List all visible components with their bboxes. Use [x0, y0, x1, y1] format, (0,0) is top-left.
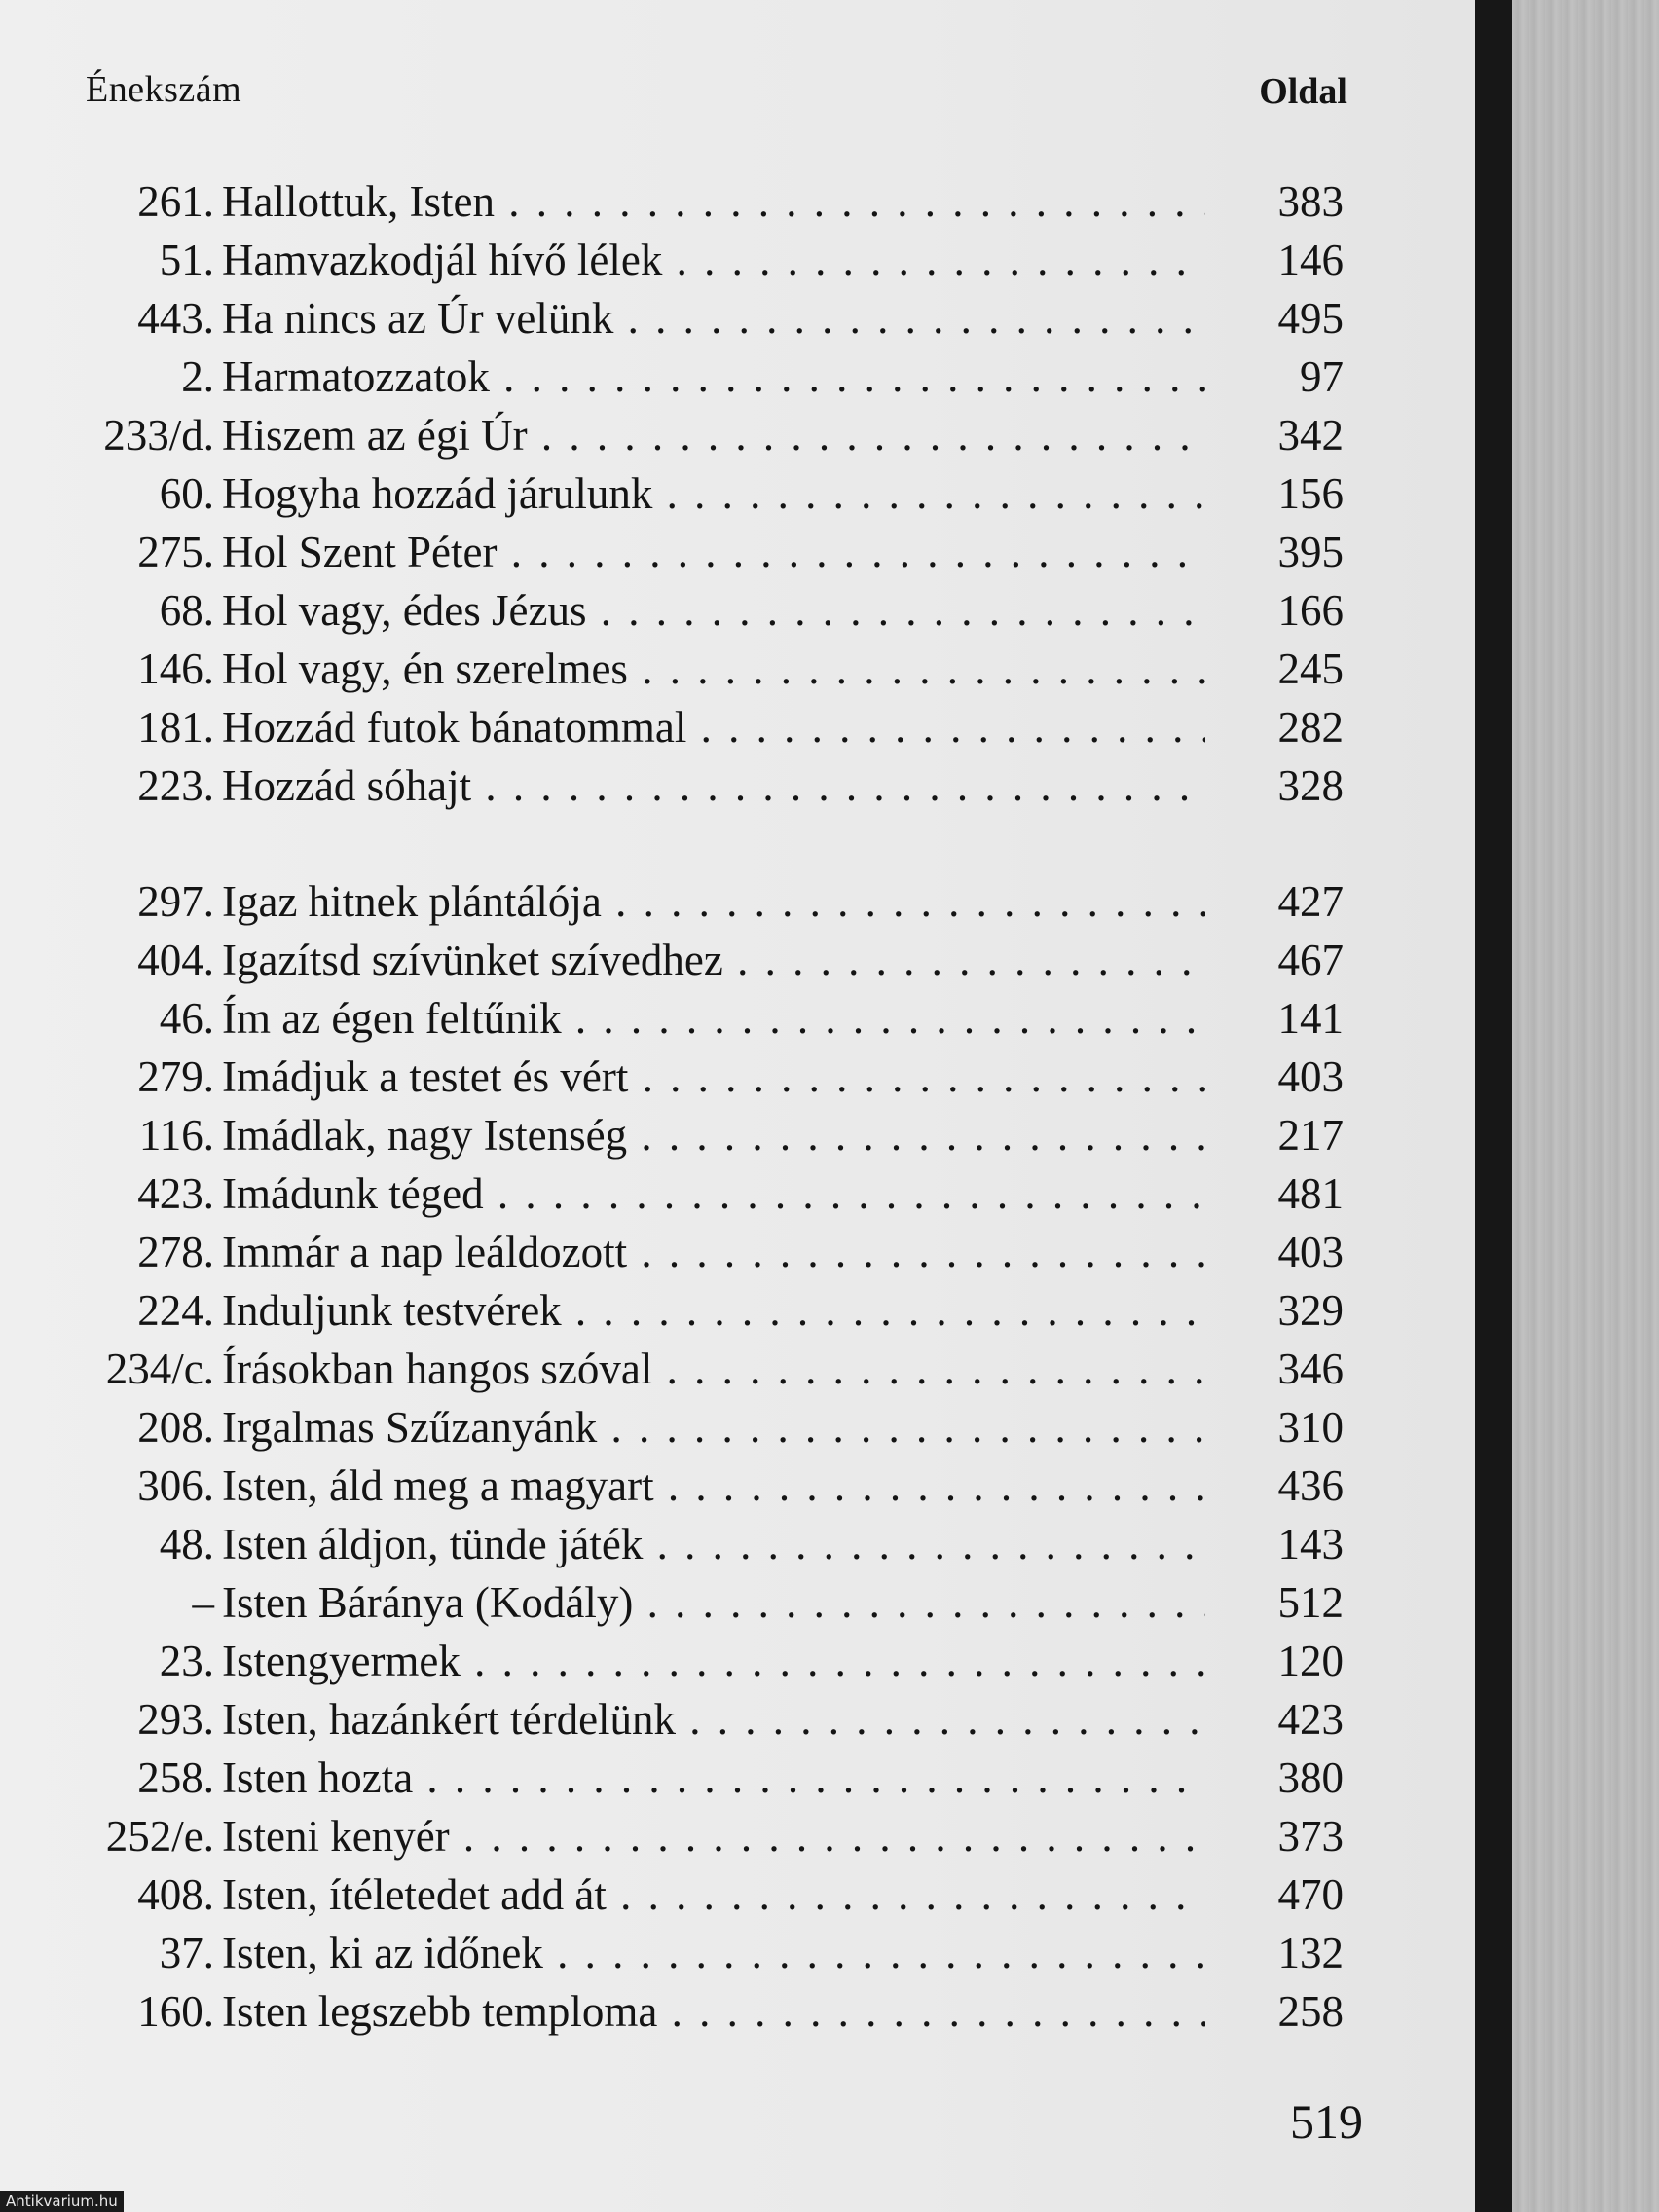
index-entry	[0, 581, 1475, 640]
entry-page: 141	[1277, 994, 1344, 1043]
index-entry	[0, 348, 1475, 406]
entry-title: Isteni kenyér . . .	[222, 1807, 1205, 1865]
index-entry	[0, 406, 1475, 464]
entry-title: Hol vagy, édes Jézus . . .	[222, 581, 1205, 640]
entry-number: 297.	[137, 877, 214, 926]
entry-title: Imádunk téged . . .	[222, 1164, 1205, 1223]
entry-title: Irgalmas Szűzanyánk . . .	[222, 1398, 1205, 1456]
entry-title: Imádlak, nagy Istenség . . .	[222, 1106, 1205, 1164]
entry-page: 470	[1277, 1870, 1344, 1919]
entry-number: 208.	[137, 1403, 214, 1452]
entry-title: Hallottuk, Isten . . .	[222, 172, 1205, 231]
index-entry	[0, 1924, 1475, 1982]
entry-page: 436	[1277, 1461, 1344, 1510]
entry-page: 512	[1277, 1578, 1344, 1627]
entry-page: 342	[1277, 411, 1344, 460]
entry-title: Ím az égen feltűnik . . .	[222, 989, 1205, 1048]
index-entry	[0, 1456, 1475, 1515]
entry-page: 423	[1277, 1695, 1344, 1744]
entry-page: 427	[1277, 877, 1344, 926]
entry-page: 156	[1277, 469, 1344, 518]
index-entry	[0, 931, 1475, 989]
entry-number: 181.	[137, 703, 214, 752]
entry-page: 403	[1277, 1052, 1344, 1101]
background-surface	[1512, 0, 1659, 2212]
column-header-page: Oldal	[1259, 71, 1347, 112]
entry-title: Hol Szent Péter . . .	[222, 523, 1205, 581]
entry-title: Isten Báránya (Kodály) . . .	[222, 1573, 1205, 1632]
index-entry	[0, 1398, 1475, 1456]
index-entry	[0, 1281, 1475, 1340]
entry-page: 328	[1277, 761, 1344, 810]
entry-number: 258.	[137, 1753, 214, 1802]
entry-number: 423.	[137, 1169, 214, 1218]
index-entry	[0, 1632, 1475, 1690]
entry-page: 245	[1277, 645, 1344, 693]
entry-page: 495	[1277, 294, 1344, 343]
index-entry	[0, 1106, 1475, 1164]
entry-title: Igaz hitnek plántálója . . .	[222, 872, 1205, 931]
index-entry	[0, 640, 1475, 698]
entry-page: 346	[1277, 1345, 1344, 1393]
entry-number: 223.	[137, 761, 214, 810]
entry-page: 467	[1277, 936, 1344, 984]
index-entry	[0, 756, 1475, 872]
index-list	[0, 172, 1475, 2041]
entry-number: 68.	[159, 586, 214, 635]
index-entry	[0, 1048, 1475, 1106]
index-entry	[0, 1982, 1475, 2041]
entry-page: 383	[1277, 177, 1344, 226]
entry-title: Hiszem az égi Úr . . .	[222, 406, 1205, 464]
index-entry	[0, 523, 1475, 581]
entry-title: Isten, áld meg a magyart . . .	[222, 1456, 1205, 1515]
entry-title: Hozzád futok bánatommal . . .	[222, 698, 1205, 756]
index-entry	[0, 1515, 1475, 1573]
index-entry	[0, 1749, 1475, 1807]
entry-number: 46.	[159, 994, 214, 1043]
entry-title: Igazítsd szívünket szívedhez . . .	[222, 931, 1205, 989]
entry-number: –	[192, 1578, 214, 1627]
entry-title: Hozzád sóhajt . . .	[222, 756, 1205, 815]
index-entry	[0, 1223, 1475, 1281]
entry-page: 217	[1277, 1111, 1344, 1160]
entry-title: Ha nincs az Úr velünk . . .	[222, 289, 1205, 348]
entry-number: 23.	[159, 1637, 214, 1685]
entry-title: Immár a nap leáldozott . . .	[222, 1223, 1205, 1281]
entry-title: Harmatozzatok . . .	[222, 348, 1205, 406]
index-entry	[0, 872, 1475, 931]
entry-number: 51.	[159, 236, 214, 284]
entry-title: Hamvazkodjál hívő lélek . . .	[222, 231, 1205, 289]
entry-number: 116.	[138, 1111, 214, 1160]
entry-title: Isten hozta . . .	[222, 1749, 1205, 1807]
entry-number: 279.	[137, 1052, 214, 1101]
index-entry	[0, 698, 1475, 756]
entry-page: 329	[1277, 1286, 1344, 1335]
entry-page: 120	[1277, 1637, 1344, 1685]
entry-number: 404.	[137, 936, 214, 984]
entry-page: 97	[1300, 352, 1344, 401]
entry-title: Isten legszebb temploma . . .	[222, 1982, 1205, 2041]
entry-title: Hogyha hozzád járulunk . . .	[222, 464, 1205, 523]
entry-page: 258	[1277, 1987, 1344, 2036]
index-entry	[0, 1865, 1475, 1924]
entry-number: 48.	[159, 1520, 214, 1568]
entry-title: Hol vagy, én szerelmes . . .	[222, 640, 1205, 698]
entry-number: 443.	[137, 294, 214, 343]
entry-page: 380	[1277, 1753, 1344, 1802]
entry-page: 282	[1277, 703, 1344, 752]
entry-title: Isten, ki az időnek . . .	[222, 1924, 1205, 1982]
entry-title: Induljunk testvérek . . .	[222, 1281, 1205, 1340]
page-number: 519	[1290, 2094, 1363, 2149]
index-entry	[0, 231, 1475, 289]
entry-page: 143	[1277, 1520, 1344, 1568]
entry-title: Isten, hazánkért térdelünk . . .	[222, 1690, 1205, 1749]
entry-number: 234/c.	[105, 1345, 214, 1393]
entry-page: 403	[1277, 1228, 1344, 1276]
index-entry	[0, 1340, 1475, 1398]
index-entry	[0, 989, 1475, 1048]
entry-number: 37.	[159, 1929, 214, 1977]
index-entry	[0, 1573, 1475, 1632]
entry-number: 293.	[137, 1695, 214, 1744]
entry-number: 278.	[137, 1228, 214, 1276]
entry-title: Írásokban hangos szóval . . .	[222, 1340, 1205, 1398]
index-entry	[0, 464, 1475, 523]
entry-page: 146	[1277, 236, 1344, 284]
entry-number: 261.	[137, 177, 214, 226]
entry-title: Isten áldjon, tünde játék . . .	[222, 1515, 1205, 1573]
entry-title: Istengyermek . . .	[222, 1632, 1205, 1690]
watermark: Antikvarium.hu	[0, 2191, 124, 2212]
index-entry	[0, 1690, 1475, 1749]
entry-number: 275.	[137, 528, 214, 576]
entry-number: 306.	[137, 1461, 214, 1510]
entry-page: 395	[1277, 528, 1344, 576]
entry-page: 373	[1277, 1812, 1344, 1861]
entry-number: 224.	[137, 1286, 214, 1335]
entry-page: 310	[1277, 1403, 1344, 1452]
entry-title: Isten, ítéletedet add át . . .	[222, 1865, 1205, 1924]
index-entry	[0, 1807, 1475, 1865]
entry-title: Imádjuk a testet és vért . . .	[222, 1048, 1205, 1106]
index-entry	[0, 1164, 1475, 1223]
entry-number: 2.	[181, 352, 214, 401]
book-edge	[1475, 0, 1512, 2212]
index-entry	[0, 172, 1475, 231]
entry-page: 481	[1277, 1169, 1344, 1218]
entry-number: 160.	[137, 1987, 214, 2036]
column-header-song-number: Énekszám	[86, 69, 242, 110]
entry-number: 408.	[137, 1870, 214, 1919]
entry-number: 146.	[137, 645, 214, 693]
entry-number: 233/d.	[103, 411, 214, 460]
entry-page: 132	[1277, 1929, 1344, 1977]
entry-number: 60.	[159, 469, 214, 518]
entry-number: 252/e.	[105, 1812, 214, 1861]
index-entry	[0, 289, 1475, 348]
entry-page: 166	[1277, 586, 1344, 635]
